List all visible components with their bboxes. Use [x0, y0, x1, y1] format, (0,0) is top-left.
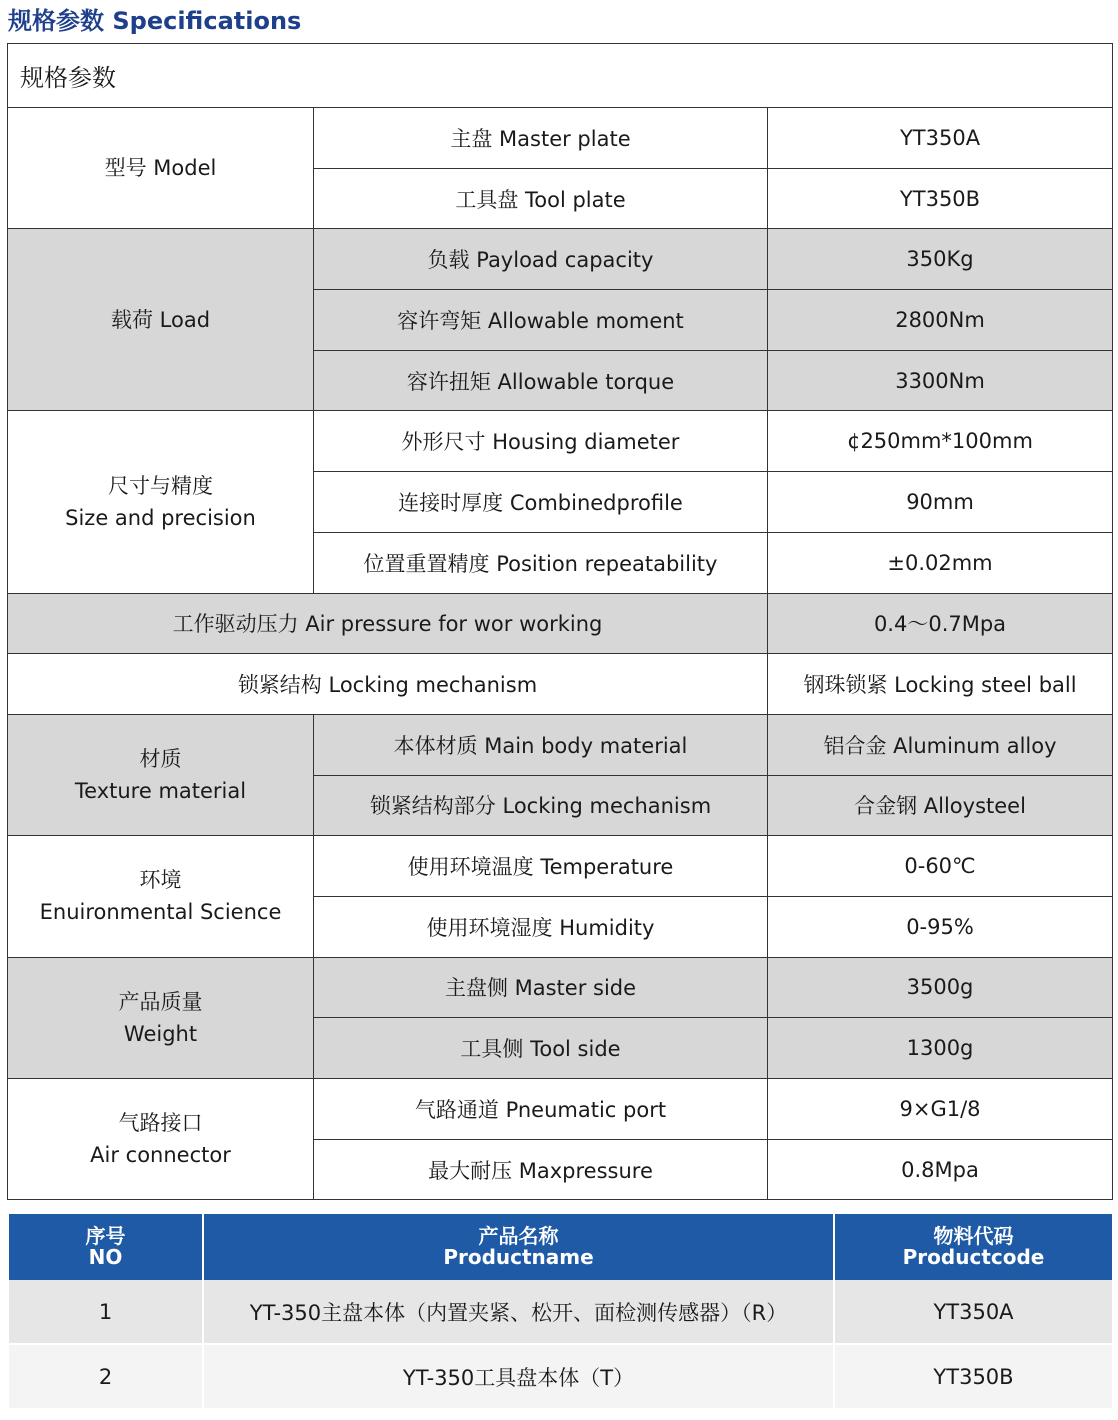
value-locking-mechanism: 钢珠锁紧 Locking steel ball	[768, 654, 1113, 715]
param-position-repeatability: 位置重置精度 Position repeatability	[314, 532, 768, 593]
product-table	[7, 1214, 1114, 1408]
param-tool-plate: 工具盘 Tool plate	[314, 168, 768, 229]
product-code: YT350A	[834, 1280, 1113, 1344]
param-payload: 负载 Payload capacity	[314, 229, 768, 290]
param-locking-mechanism: 锁紧结构 Locking mechanism	[8, 654, 768, 715]
product-code: YT350B	[834, 1344, 1113, 1408]
value-pneumatic-port: 9×G1/8	[768, 1079, 1113, 1140]
param-locking-part-material: 锁紧结构部分 Locking mechanism	[314, 775, 768, 836]
param-housing-diameter: 外形尺寸 Housing diameter	[314, 411, 768, 472]
value-tool-side: 1300g	[768, 1018, 1113, 1079]
group-label-environment: 环境 Enuironmental Science	[8, 836, 314, 957]
page-title: 规格参数 Specifications	[8, 7, 302, 35]
value-main-body-material: 铝合金 Aluminum alloy	[768, 714, 1113, 775]
value-temperature: 0-60℃	[768, 836, 1113, 897]
param-tool-side: 工具侧 Tool side	[314, 1018, 768, 1079]
value-master-side: 3500g	[768, 957, 1113, 1018]
param-combined-profile: 连接时厚度 Combinedprofile	[314, 472, 768, 533]
group-label-air-connector: 气路接口 Air connector	[8, 1079, 314, 1200]
param-master-plate: 主盘 Master plate	[314, 108, 768, 169]
header-product-code: 物料代码 Productcode	[834, 1214, 1113, 1280]
param-pneumatic-port: 气路通道 Pneumatic port	[314, 1079, 768, 1140]
value-combined-profile: 90mm	[768, 472, 1113, 533]
param-allowable-moment: 容许弯矩 Allowable moment	[314, 290, 768, 351]
value-position-repeatability: ±0.02mm	[768, 532, 1113, 593]
value-locking-part-material: 合金钢 Alloysteel	[768, 775, 1113, 836]
param-humidity: 使用环境湿度 Humidity	[314, 896, 768, 957]
group-label-model: 型号 Model	[8, 108, 314, 229]
value-air-pressure: 0.4～0.7Mpa	[768, 593, 1113, 654]
group-label-load: 载荷 Load	[8, 229, 314, 411]
param-temperature: 使用环境温度 Temperature	[314, 836, 768, 897]
value-allowable-torque: 3300Nm	[768, 350, 1113, 411]
param-main-body-material: 本体材质 Main body material	[314, 714, 768, 775]
product-name: YT-350工具盘本体（T）	[203, 1344, 834, 1408]
header-product-name: 产品名称 Productname	[203, 1214, 834, 1280]
specifications-table	[7, 43, 1113, 1200]
table-row	[8, 1280, 1113, 1344]
product-no: 1	[8, 1280, 203, 1344]
header-no: 序号 NO	[8, 1214, 203, 1280]
value-max-pressure: 0.8Mpa	[768, 1139, 1113, 1200]
group-label-size: 尺寸与精度 Size and precision	[8, 411, 314, 593]
value-housing-diameter: ¢250mm*100mm	[768, 411, 1113, 472]
param-allowable-torque: 容许扭矩 Allowable torque	[314, 350, 768, 411]
group-label-material: 材质 Texture material	[8, 714, 314, 835]
product-name: YT-350主盘本体（内置夹紧、松开、面检测传感器）（R）	[203, 1280, 834, 1344]
value-payload: 350Kg	[768, 229, 1113, 290]
param-max-pressure: 最大耐压 Maxpressure	[314, 1139, 768, 1200]
value-humidity: 0-95%	[768, 896, 1113, 957]
value-allowable-moment: 2800Nm	[768, 290, 1113, 351]
value-master-plate: YT350A	[768, 108, 1113, 169]
param-air-pressure: 工作驱动压力 Air pressure for wor working	[8, 593, 768, 654]
value-tool-plate: YT350B	[768, 168, 1113, 229]
table-row	[8, 1344, 1113, 1408]
product-no: 2	[8, 1344, 203, 1408]
spec-table-header: 规格参数	[8, 44, 1113, 108]
param-master-side: 主盘侧 Master side	[314, 957, 768, 1018]
group-label-weight: 产品质量 Weight	[8, 957, 314, 1078]
